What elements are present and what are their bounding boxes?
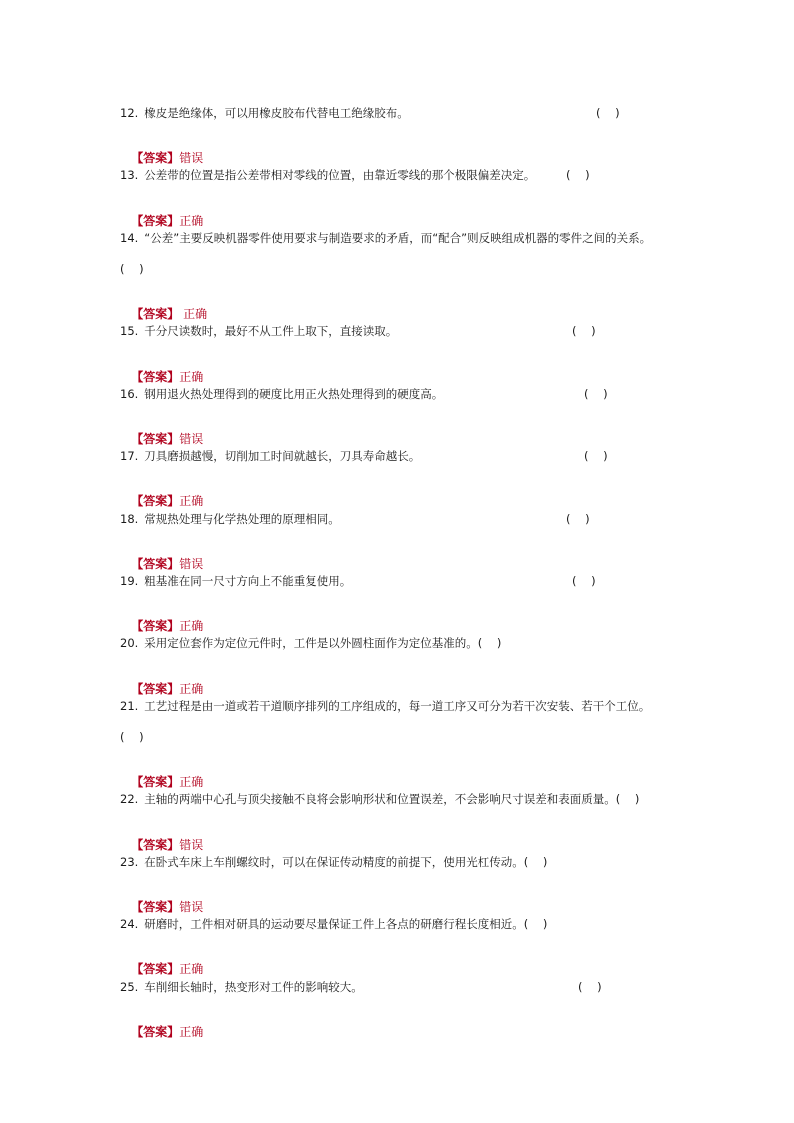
question-text: 研磨时，工件相对研具的运动要尽量保证工件上各点的研磨行程长度相近。 xyxy=(144,917,524,931)
question-number: 22. xyxy=(120,792,139,806)
question-12 xyxy=(120,106,680,120)
question-number: 19. xyxy=(120,574,139,588)
answer-blank: ( ) xyxy=(120,262,144,276)
question-text: 刀具磨损越慢，切削加工时间就越长，刀具寿命越长。 xyxy=(144,449,421,463)
answer-blank: ( ) xyxy=(578,980,602,994)
question-text: 常规热处理与化学热处理的原理相同。 xyxy=(144,512,340,526)
answer-tag: 【答案】 xyxy=(131,151,180,165)
question-number: 15. xyxy=(120,324,139,338)
question-number: 25. xyxy=(120,980,139,994)
answer-value: 正确 xyxy=(179,682,204,696)
answer-value: 正确 xyxy=(179,775,204,789)
answer-value: 正确 xyxy=(179,1025,204,1039)
answer-25 xyxy=(116,1011,203,1053)
question-text: 在卧式车床上车削螺纹时，可以在保证传动精度的前提下，使用光杠传动。 xyxy=(144,855,524,869)
question-number: 24. xyxy=(120,917,139,931)
question-number: 18. xyxy=(120,512,139,526)
answer-tag: 【答案】 xyxy=(131,307,180,321)
answer-value: 正确 xyxy=(179,619,204,633)
answer-tag: 【答案】 xyxy=(131,962,180,976)
answer-tag: 【答案】 xyxy=(131,682,180,696)
question-20 xyxy=(120,636,680,650)
question-24 xyxy=(120,917,680,931)
answer-value: 错误 xyxy=(179,838,204,852)
question-text: 车削细长轴时，热变形对工件的影响较大。 xyxy=(144,980,363,994)
question-16 xyxy=(120,387,680,401)
question-17 xyxy=(120,449,680,463)
answer-blank: ( ) xyxy=(477,636,502,650)
answer-blank: ( ) xyxy=(566,168,590,182)
question-number: 16. xyxy=(120,387,139,401)
answer-blank: ( ) xyxy=(584,387,608,401)
answer-tag: 【答案】 xyxy=(131,370,180,384)
answer-blank: ( ) xyxy=(596,106,620,120)
answer-blank: ( ) xyxy=(615,792,640,806)
question-number: 12. xyxy=(120,106,139,120)
answer-value: 正确 xyxy=(179,494,204,508)
question-14 xyxy=(120,231,680,245)
answer-value: 正确 xyxy=(179,307,208,321)
question-text: 千分尺读数时，最好不从工件上取下，直接读取。 xyxy=(144,324,398,338)
answer-tag: 【答案】 xyxy=(131,900,180,914)
answer-blank: ( ) xyxy=(572,324,596,338)
answer-tag: 【答案】 xyxy=(131,214,180,228)
answer-blank: ( ) xyxy=(523,855,548,869)
question-text: “公差”主要反映机器零件使用要求与制造要求的矛盾，而“配合”则反映组成机器的零件之间的关系。 xyxy=(144,231,652,245)
question-13 xyxy=(120,168,680,182)
question-text: 主轴的两端中心孔与顶尖接触不良将会影响形状和位置误差，不会影响尺寸误差和表面质量。 xyxy=(144,792,616,806)
question-15 xyxy=(120,324,680,338)
question-25 xyxy=(120,980,680,994)
answer-value: 错误 xyxy=(179,432,204,446)
answer-blank: ( ) xyxy=(120,730,144,744)
answer-tag: 【答案】 xyxy=(131,557,180,571)
answer-blank: ( ) xyxy=(566,512,590,526)
question-number: 23. xyxy=(120,855,139,869)
question-22 xyxy=(120,792,680,806)
answer-value: 错误 xyxy=(179,557,204,571)
question-21 xyxy=(120,699,680,713)
question-19 xyxy=(120,574,680,588)
answer-tag: 【答案】 xyxy=(131,775,180,789)
question-text: 钢用退火热处理得到的硬度比用正火热处理得到的硬度高。 xyxy=(144,387,444,401)
question-text: 公差带的位置是指公差带相对零线的位置，由靠近零线的那个极限偏差决定。 xyxy=(144,168,536,182)
question-text: 采用定位套作为定位元件时，工件是以外圆柱面作为定位基准的。 xyxy=(144,636,478,650)
answer-value: 正确 xyxy=(179,370,204,384)
question-23 xyxy=(120,855,680,869)
question-text: 橡皮是绝缘体，可以用橡皮胶布代替电工绝缘胶布。 xyxy=(144,106,409,120)
answer-tag: 【答案】 xyxy=(131,432,180,446)
question-text: 粗基准在同一尺寸方向上不能重复使用。 xyxy=(144,574,352,588)
answer-value: 正确 xyxy=(179,962,204,976)
question-number: 20. xyxy=(120,636,139,650)
question-number: 17. xyxy=(120,449,139,463)
answer-tag: 【答案】 xyxy=(131,619,180,633)
answer-tag: 【答案】 xyxy=(131,494,180,508)
question-number: 13. xyxy=(120,168,139,182)
answer-value: 错误 xyxy=(179,900,204,914)
question-text: 工艺过程是由一道或若干道顺序排列的工序组成的，每一道工序又可分为若干次安装、若干个工位。 xyxy=(144,699,651,713)
answer-value: 正确 xyxy=(179,214,204,228)
answer-blank: ( ) xyxy=(523,917,548,931)
answer-tag: 【答案】 xyxy=(131,838,180,852)
answer-blank: ( ) xyxy=(572,574,596,588)
answer-blank: ( ) xyxy=(584,449,608,463)
question-18 xyxy=(120,512,680,526)
answer-tag: 【答案】 xyxy=(131,1025,180,1039)
question-number: 14. xyxy=(120,231,139,245)
question-number: 21. xyxy=(120,699,139,713)
answer-value: 错误 xyxy=(179,151,204,165)
